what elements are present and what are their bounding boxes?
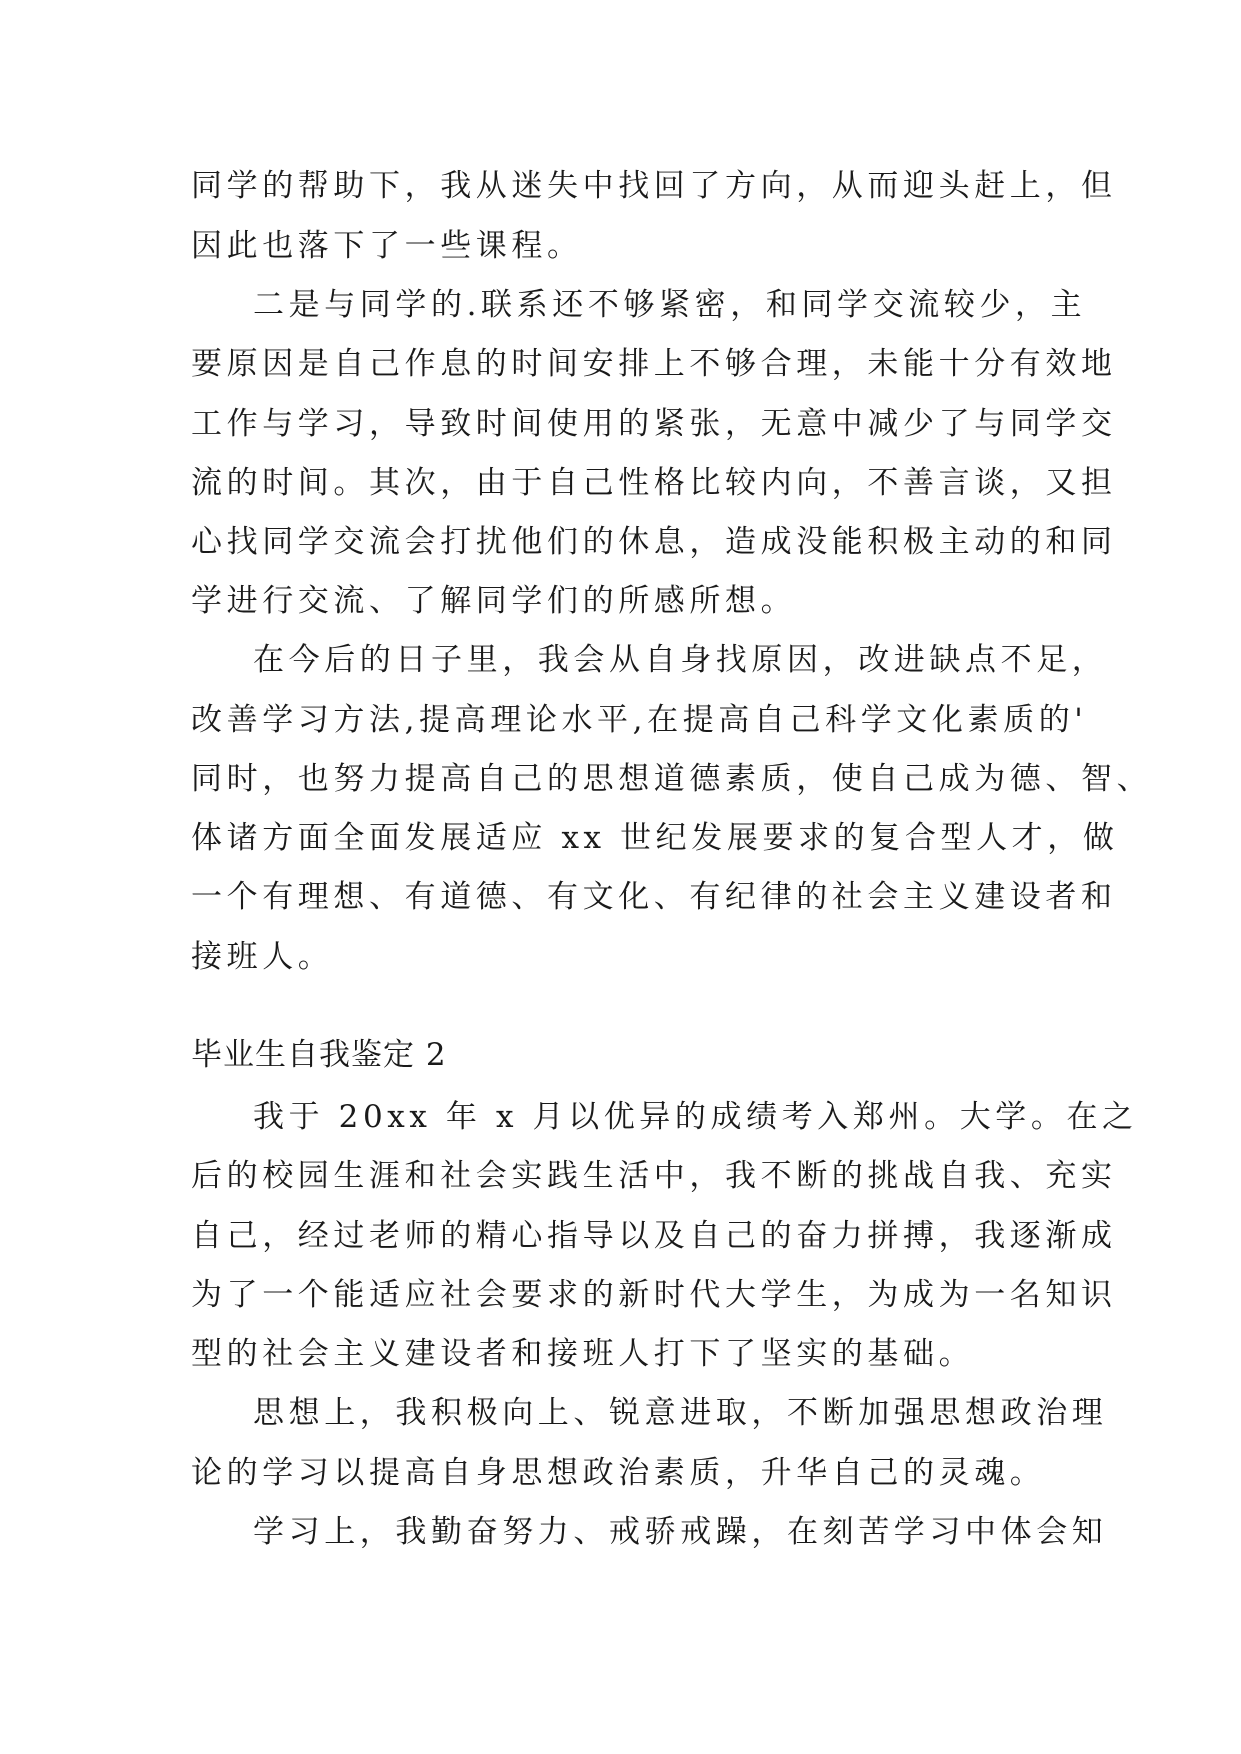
paragraph-start-line: 学习上，我勤奋努力、戒骄戒躁，在刻苦学习中体会知	[253, 1514, 1108, 1550]
text-line: 同时，也努力提高自己的思想道德素质，使自己成为德、智、	[191, 761, 1153, 797]
text-line: 心找同学交流会打扰他们的休息，造成没能积极主动的和同	[191, 524, 1117, 560]
text-line: 自己，经过老师的精心指导以及自己的奋力拼搏，我逐渐成	[191, 1218, 1117, 1254]
text-line: 要原因是自己作息的时间安排上不够合理，未能十分有效地	[191, 346, 1117, 382]
paragraph-start-line: 在今后的日子里，我会从自身找原因，改进缺点不足，	[253, 642, 1108, 678]
text-line: 论的学习以提高自身思想政治素质，升华自己的灵魂。	[191, 1455, 1046, 1491]
paragraph-start-line: 我于 20xx 年 x 月以优异的成绩考入郑州。大学。在之	[253, 1099, 1138, 1135]
text-line: 接班人。	[191, 939, 334, 975]
paragraph-start-line: 思想上，我积极向上、锐意进取，不断加强思想政治理	[253, 1395, 1108, 1431]
text-line: 型的社会主义建设者和接班人打下了坚实的基础。	[191, 1336, 975, 1372]
text-line: 一个有理想、有道德、有文化、有纪律的社会主义建设者和	[191, 879, 1117, 915]
text-line: 工作与学习，导致时间使用的紧张，无意中减少了与同学交	[191, 406, 1117, 442]
text-line: 体诸方面全面发展适应 xx 世纪发展要求的复合型人才，做	[191, 820, 1119, 856]
text-line: 学进行交流、了解同学们的所感所想。	[191, 583, 797, 619]
text-line: 为了一个能适应社会要求的新时代大学生，为成为一名知识	[191, 1277, 1117, 1313]
text-line: 同学的帮助下，我从迷失中找回了方向，从而迎头赶上，但	[191, 168, 1117, 204]
text-line: 改善学习方法,提高理论水平,在提高自己科学文化素质的'	[191, 702, 1088, 738]
section-heading: 毕业生自我鉴定 2	[191, 1037, 447, 1073]
text-line: 因此也落下了一些课程。	[191, 228, 583, 264]
paragraph-start-line: 二是与同学的.联系还不够紧密，和同学交流较少，主	[253, 287, 1087, 323]
text-line: 流的时间。其次，由于自己性格比较内向，不善言谈，又担	[191, 465, 1117, 501]
text-line: 后的校园生涯和社会实践生活中，我不断的挑战自我、充实	[191, 1158, 1117, 1194]
